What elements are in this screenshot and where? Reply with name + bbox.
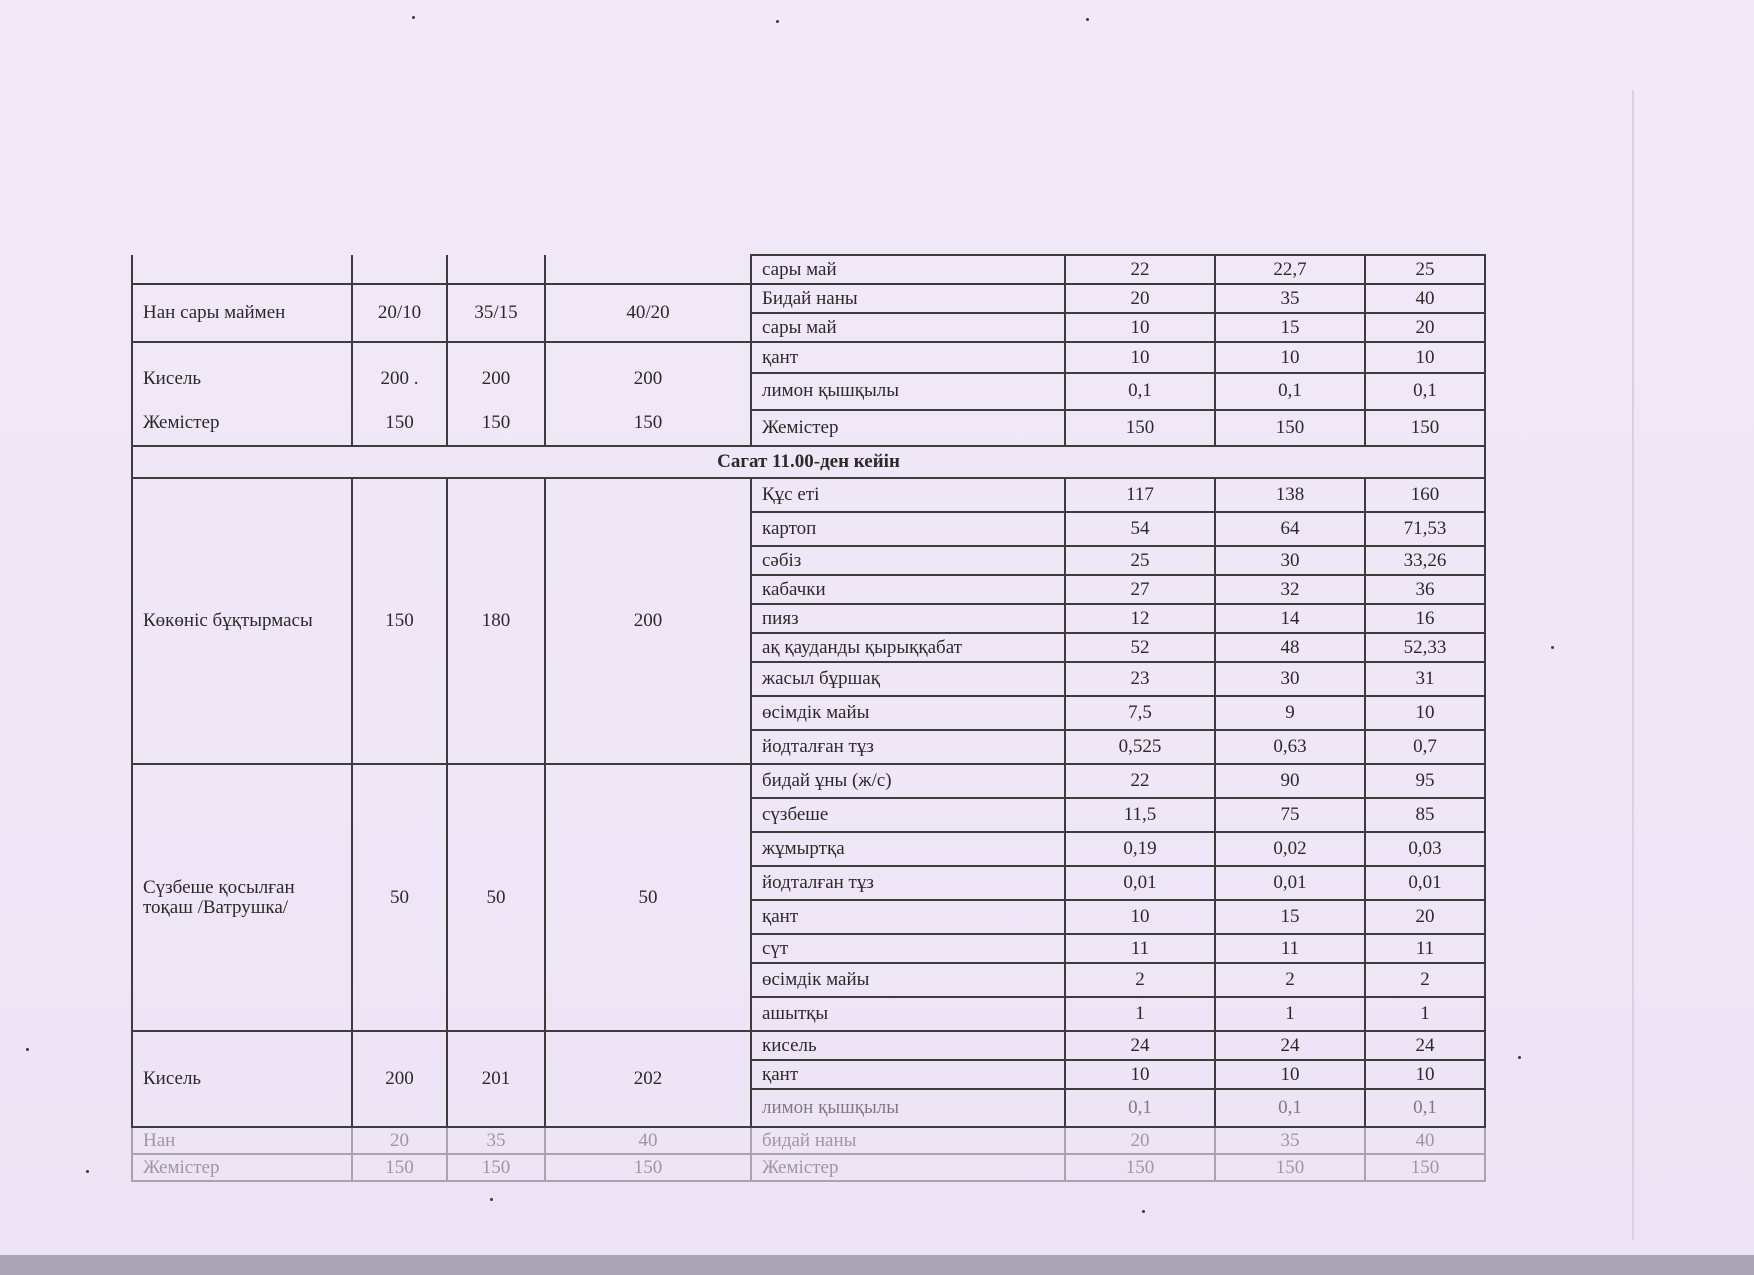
- ingredient-qty: 15: [1215, 900, 1365, 934]
- ingredient-qty: 22: [1065, 255, 1215, 284]
- ingredient-qty: 117: [1065, 478, 1215, 512]
- ingredient-name: қант: [751, 900, 1065, 934]
- ingredient-qty: 90: [1215, 764, 1365, 798]
- ingredient-qty: 75: [1215, 798, 1365, 832]
- scan-speck: [1086, 18, 1089, 21]
- dish-portion: 35: [447, 1127, 545, 1154]
- dish-portion: 50: [352, 764, 447, 1031]
- dish-portion: 180: [447, 478, 545, 764]
- ingredient-qty: 0,525: [1065, 730, 1215, 764]
- ingredient-qty: 0,1: [1365, 373, 1485, 409]
- table-row: [132, 1154, 1485, 1181]
- ingredient-name: Жемістер: [751, 410, 1065, 446]
- dish-portion: 150: [545, 1154, 751, 1181]
- table-row: [132, 1031, 1485, 1060]
- ingredient-qty: 0,1: [1065, 1089, 1215, 1127]
- scanner-bottom-border: [0, 1255, 1754, 1275]
- ingredient-name: йодталған тұз: [751, 866, 1065, 900]
- dish-portion: 150: [633, 412, 663, 433]
- dish-group-kisel-fruit: [132, 342, 352, 446]
- ingredient-qty: 10: [1365, 1060, 1485, 1089]
- ingredient-name: картоп: [751, 512, 1065, 546]
- table-row: [132, 764, 1485, 798]
- ingredient-name: бидай наны: [751, 1127, 1065, 1154]
- dish-portion: 200 .: [380, 368, 419, 389]
- ingredient-qty: 27: [1065, 575, 1215, 604]
- ingredient-qty: 10: [1065, 313, 1215, 342]
- menu-layout-table: [131, 254, 1486, 1182]
- ingredient-qty: 14: [1215, 604, 1365, 633]
- scan-speck: [86, 1170, 89, 1173]
- ingredient-qty: 150: [1065, 410, 1215, 446]
- ingredient-qty: 10: [1065, 342, 1215, 373]
- ingredient-qty: 40: [1365, 284, 1485, 313]
- ingredient-qty: 1: [1065, 997, 1215, 1031]
- ingredient-qty: 150: [1065, 1154, 1215, 1181]
- ingredient-name: қант: [751, 342, 1065, 373]
- ingredient-qty: 16: [1365, 604, 1485, 633]
- ingredient-qty: 1: [1215, 997, 1365, 1031]
- ingredient-name: сүт: [751, 934, 1065, 963]
- dish-name: Жемістер: [132, 1154, 352, 1181]
- ingredient-name: сары май: [751, 255, 1065, 284]
- ingredient-qty: 52: [1065, 633, 1215, 662]
- ingredient-qty: 0,63: [1215, 730, 1365, 764]
- ingredient-qty: 1: [1365, 997, 1485, 1031]
- ingredient-qty: 11: [1065, 934, 1215, 963]
- dish-name: Жемістер: [143, 412, 220, 433]
- ingredient-qty: 32: [1215, 575, 1365, 604]
- ingredient-qty: 71,53: [1365, 512, 1485, 546]
- ingredient-qty: 150: [1365, 1154, 1485, 1181]
- scan-speck: [412, 16, 415, 19]
- dish-portion: 201: [447, 1031, 545, 1127]
- scan-speck: [26, 1048, 29, 1051]
- ingredient-name: кисель: [751, 1031, 1065, 1060]
- table-row: [132, 284, 1485, 313]
- dish-name: Нан сары маймен: [132, 284, 352, 342]
- ingredient-qty: 48: [1215, 633, 1365, 662]
- ingredient-qty: 40: [1365, 1127, 1485, 1154]
- ingredient-qty: 20: [1365, 900, 1485, 934]
- ingredient-qty: 0,03: [1365, 832, 1485, 866]
- ingredient-name: Құс еті: [751, 478, 1065, 512]
- ingredient-qty: 10: [1065, 1060, 1215, 1089]
- ingredient-qty: 10: [1215, 1060, 1365, 1089]
- ingredient-qty: 20: [1065, 1127, 1215, 1154]
- dish-portion: 200: [352, 1031, 447, 1127]
- ingredient-qty: 22,7: [1215, 255, 1365, 284]
- ingredient-qty: 22: [1065, 764, 1215, 798]
- ingredient-name: сәбіз: [751, 546, 1065, 575]
- ingredient-qty: 10: [1065, 900, 1215, 934]
- ingredient-qty: 30: [1215, 662, 1365, 696]
- ingredient-qty: 0,02: [1215, 832, 1365, 866]
- ingredient-name: өсімдік майы: [751, 696, 1065, 730]
- ingredient-qty: 0,01: [1215, 866, 1365, 900]
- dish-portion: 200: [481, 368, 511, 389]
- table-row: [132, 1127, 1485, 1154]
- dish-portion-group: [352, 342, 447, 446]
- ingredient-qty: 2: [1215, 963, 1365, 997]
- ingredient-qty: 2: [1065, 963, 1215, 997]
- dish-portion: 20/10: [352, 284, 447, 342]
- ingredient-name: Жемістер: [751, 1154, 1065, 1181]
- table-row: [132, 342, 1485, 373]
- table-row: [132, 446, 1485, 478]
- ingredient-qty: 64: [1215, 512, 1365, 546]
- table-row: [132, 478, 1485, 512]
- dish-portion: 50: [447, 764, 545, 1031]
- ingredient-name: ақ қауданды қырыққабат: [751, 633, 1065, 662]
- ingredient-qty: 10: [1215, 342, 1365, 373]
- dish-portion: 150: [352, 1154, 447, 1181]
- ingredient-qty: 0,7: [1365, 730, 1485, 764]
- ingredient-qty: 24: [1065, 1031, 1215, 1060]
- ingredient-name: ашытқы: [751, 997, 1065, 1031]
- ingredient-qty: 20: [1065, 284, 1215, 313]
- ingredient-qty: 12: [1065, 604, 1215, 633]
- ingredient-qty: 10: [1365, 342, 1485, 373]
- ingredient-qty: 25: [1365, 255, 1485, 284]
- dish-name: Кисель: [132, 1031, 352, 1127]
- dish-cell-empty: [545, 255, 751, 284]
- ingredient-qty: 0,1: [1215, 373, 1365, 409]
- ingredient-qty: 150: [1365, 410, 1485, 446]
- dish-portion: 40: [545, 1127, 751, 1154]
- dish-portion: 35/15: [447, 284, 545, 342]
- ingredient-qty: 160: [1365, 478, 1485, 512]
- ingredient-qty: 0,01: [1365, 866, 1485, 900]
- dish-portion: 150: [385, 412, 414, 433]
- ingredient-qty: 11,5: [1065, 798, 1215, 832]
- dish-portion-group: [447, 342, 545, 446]
- dish-name: Кисель: [143, 368, 202, 389]
- dish-portion: 40/20: [545, 284, 751, 342]
- ingredient-qty: 24: [1215, 1031, 1365, 1060]
- ingredient-qty: 9: [1215, 696, 1365, 730]
- ingredient-qty: 0,1: [1215, 1089, 1365, 1127]
- dish-cell-empty: [352, 255, 447, 284]
- ingredient-qty: 15: [1215, 313, 1365, 342]
- ingredient-name: жасыл бұршақ: [751, 662, 1065, 696]
- ingredient-name: өсімдік майы: [751, 963, 1065, 997]
- ingredient-name: бидай ұны (ж/с): [751, 764, 1065, 798]
- scan-speck: [1551, 646, 1554, 649]
- ingredient-name: сары май: [751, 313, 1065, 342]
- ingredient-name: йодталған тұз: [751, 730, 1065, 764]
- ingredient-name: пияз: [751, 604, 1065, 633]
- scan-speck: [1142, 1210, 1145, 1213]
- ingredient-name: Бидай наны: [751, 284, 1065, 313]
- ingredient-qty: 0,01: [1065, 866, 1215, 900]
- ingredient-qty: 36: [1365, 575, 1485, 604]
- ingredient-name: сүзбеше: [751, 798, 1065, 832]
- ingredient-qty: 150: [1215, 410, 1365, 446]
- scan-speck: [776, 20, 779, 23]
- ingredient-qty: 54: [1065, 512, 1215, 546]
- ingredient-qty: 24: [1365, 1031, 1485, 1060]
- ingredient-qty: 23: [1065, 662, 1215, 696]
- ingredient-qty: 2: [1365, 963, 1485, 997]
- ingredient-name: лимон қышқылы: [751, 1089, 1065, 1127]
- dish-cell-empty: [447, 255, 545, 284]
- ingredient-qty: 25: [1065, 546, 1215, 575]
- ingredient-qty: 35: [1215, 1127, 1365, 1154]
- dish-name: Көкөніс бұқтырмасы: [132, 478, 352, 764]
- ingredient-qty: 33,26: [1365, 546, 1485, 575]
- ingredient-name: лимон қышқылы: [751, 373, 1065, 409]
- ingredient-name: қант: [751, 1060, 1065, 1089]
- dish-portion: 150: [352, 478, 447, 764]
- ingredient-name: жұмыртқа: [751, 832, 1065, 866]
- ingredient-qty: 138: [1215, 478, 1365, 512]
- table-row: [132, 255, 1485, 284]
- dish-portion: 150: [447, 1154, 545, 1181]
- scan-speck: [1518, 1056, 1521, 1059]
- dish-portion: 202: [545, 1031, 751, 1127]
- ingredient-name: кабачки: [751, 575, 1065, 604]
- ingredient-qty: 7,5: [1065, 696, 1215, 730]
- page-edge-shadow: [1632, 90, 1634, 1240]
- dish-cell-empty: [132, 255, 352, 284]
- ingredient-qty: 31: [1365, 662, 1485, 696]
- scan-speck: [490, 1198, 493, 1201]
- dish-portion: 200: [633, 368, 663, 389]
- dish-portion-group: [545, 342, 751, 446]
- ingredient-qty: 30: [1215, 546, 1365, 575]
- ingredient-qty: 10: [1365, 696, 1485, 730]
- ingredient-qty: 20: [1365, 313, 1485, 342]
- ingredient-qty: 0,1: [1065, 373, 1215, 409]
- ingredient-qty: 11: [1365, 934, 1485, 963]
- ingredient-qty: 11: [1215, 934, 1365, 963]
- ingredient-qty: 85: [1365, 798, 1485, 832]
- dish-portion: 50: [545, 764, 751, 1031]
- dish-portion: 20: [352, 1127, 447, 1154]
- ingredient-qty: 0,19: [1065, 832, 1215, 866]
- ingredient-qty: 0,1: [1365, 1089, 1485, 1127]
- dish-portion: 150: [481, 412, 511, 433]
- ingredient-qty: 95: [1365, 764, 1485, 798]
- ingredient-qty: 52,33: [1365, 633, 1485, 662]
- dish-name: Сүзбеше қосылған тоқаш /Ватрушка/: [132, 764, 352, 1031]
- section-heading: Сагат 11.00-ден кейін: [132, 446, 1485, 478]
- ingredient-qty: 35: [1215, 284, 1365, 313]
- dish-name: Нан: [132, 1127, 352, 1154]
- dish-portion: 200: [545, 478, 751, 764]
- ingredient-qty: 150: [1215, 1154, 1365, 1181]
